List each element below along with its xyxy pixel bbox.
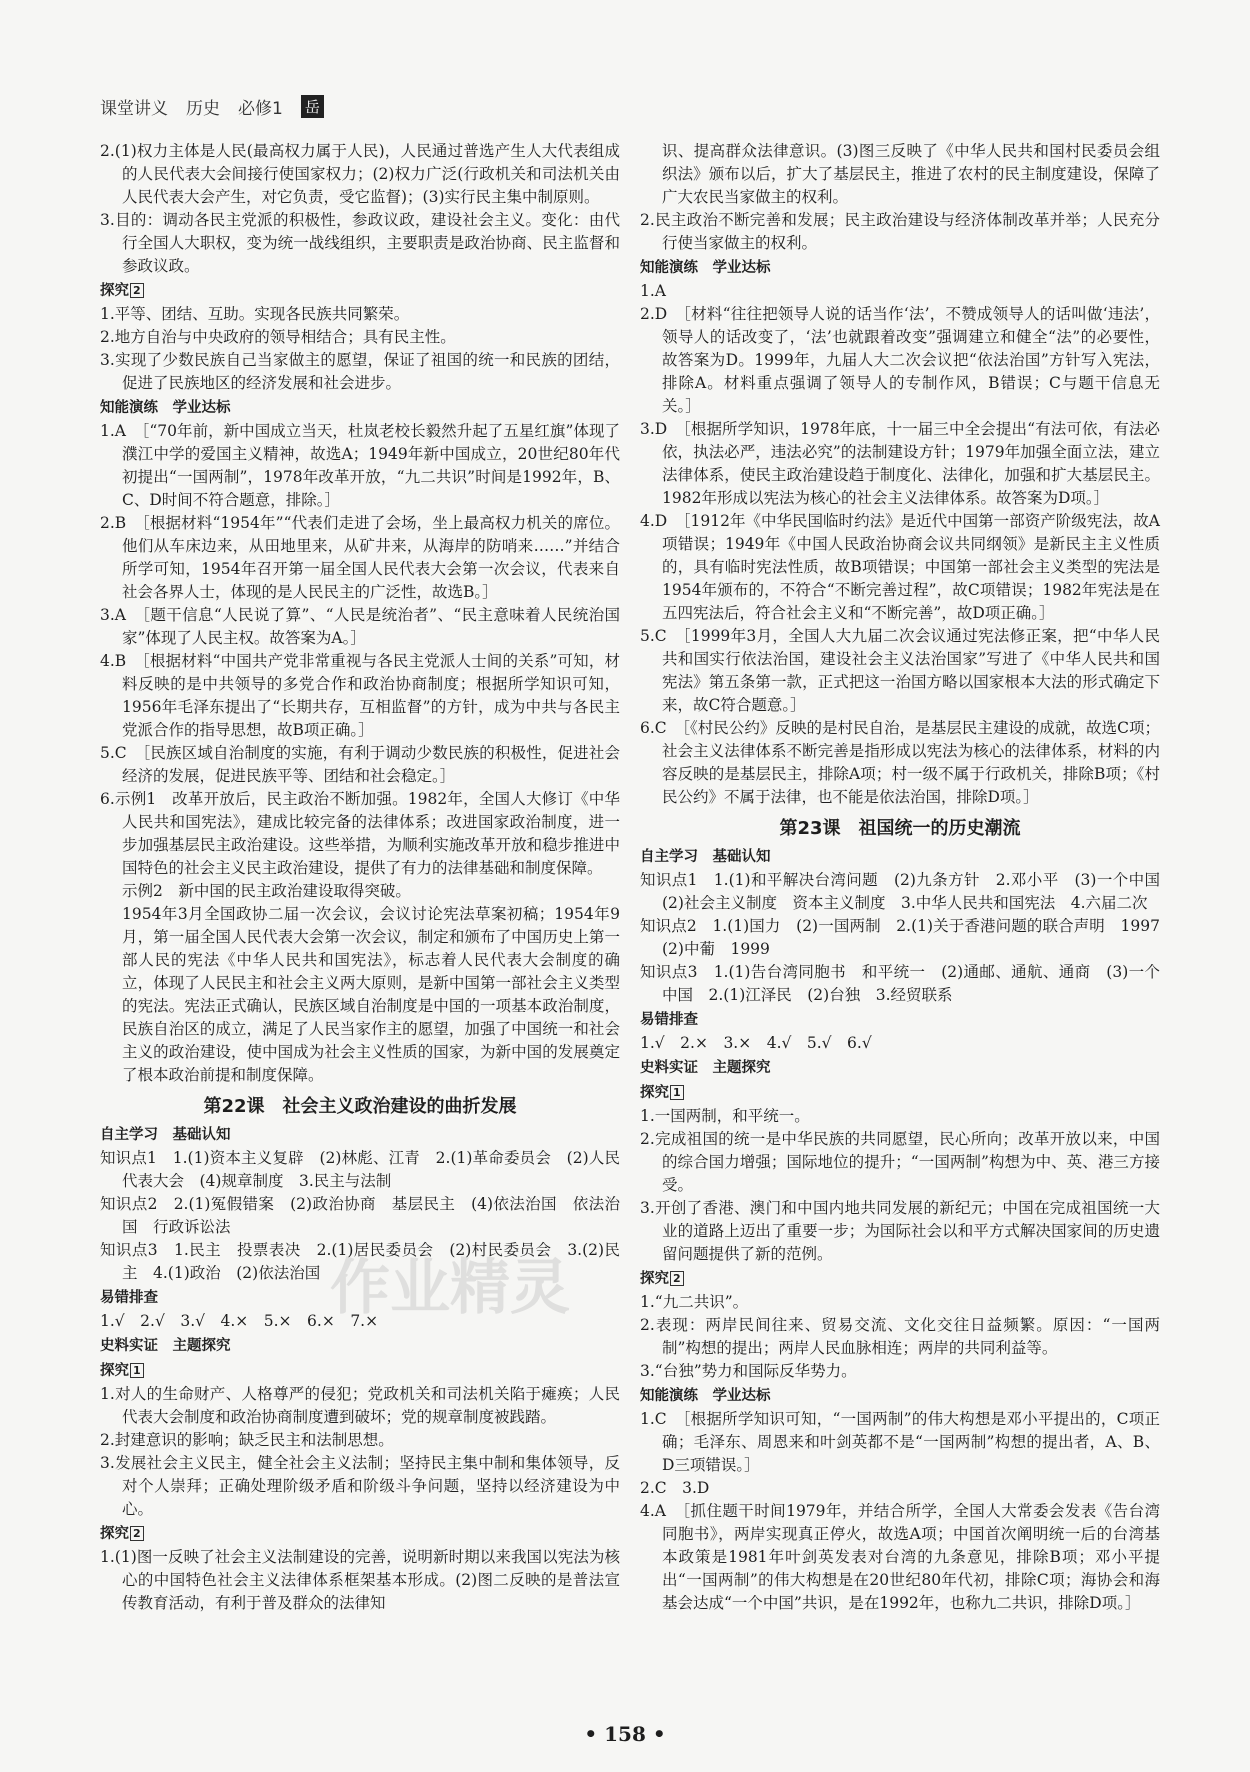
- answer-item: 2.民主政治不断完善和发展；民主政治建设与经济体制改革并举；人民充分行使当家做主的权利。: [640, 211, 1160, 252]
- section-heading-text: 自主学习 基础认知: [100, 1127, 231, 1143]
- answer-item: 知识点3 1.民主 投票表决 2.(1)居民委员会 (2)村民委员会 3.(2)民主 4.(1)政治 (2)依法治国: [100, 1241, 620, 1282]
- watermark: 作业精灵: [330, 1253, 570, 1323]
- answer-item: 1.对人的生命财产、人格尊严的侵犯；党政机关和司法机关陷于瘫痪；人民代表大会制度和政治协商制度遭到破坏；党的规章制度被践踏。: [100, 1385, 620, 1426]
- answer-item: 3.D ［根据所学知识，1978年底，十一届三中全会提出“有法可依，有法必依，执法必严，违法必究”的法制建设方针；1979年加强全面立法，建立法律体系，使民主政治建设趋于制度化、法律化，加强和扩大基层民主。1982年形成以宪法为核心的社会主义法律体系。故答案为D项。］: [640, 420, 1160, 507]
- answer-item: 5.C ［民族区域自治制度的实施，有利于调动少数民族的积极性，促进社会经济的发展，促进民族平等、团结和社会稳定。］: [100, 744, 620, 785]
- section-heading: [640, 257, 1160, 280]
- section-heading-text: 易错排查: [640, 1012, 698, 1028]
- section-number-box: 2: [130, 283, 144, 298]
- answer-paragraph: 识、提高群众法律意识。(3)图三反映了《中华人民共和国村民委员会组织法》颁布以后，扩大了基层民主，推进了农村的民主制度建设，保障了广大农民当家做主的权利。: [662, 142, 1160, 206]
- section-heading: [100, 280, 620, 303]
- section-heading-text: 知能演练 学业达标: [100, 400, 231, 416]
- answer-item: 知识点3 1.(1)告台湾同胞书 和平统一 (2)通邮、通航、通商 (3)一个中国 2.(1)江泽民 (2)台独 3.经贸联系: [640, 963, 1160, 1004]
- section-number-box: 1: [130, 1363, 144, 1378]
- header-badge: 岳: [301, 95, 324, 118]
- section-heading: [100, 1124, 620, 1147]
- section-heading: [640, 1057, 1160, 1080]
- answer-item: 2.(1)权力主体是人民(最高权力属于人民)，人民通过普选产生人大代表组成的人民代表大会间接行使国家权力；(2)权力广泛(行政机关和司法机关由人民代表大会产生，对它负责，受它监督)；(3)实行民主集中制原则。: [100, 142, 620, 206]
- answer-item: 2.封建意识的影响；缺乏民主和法制思想。: [100, 1431, 394, 1449]
- answer-item: 知识点2 1.(1)国力 (2)一国两制 2.(1)关于香港问题的联合声明 1997 (2)中葡 1999: [640, 917, 1176, 958]
- section-heading-text: 史料实证 主题探究: [640, 1060, 771, 1076]
- answer-item: 3.“台独”势力和国际反华势力。: [640, 1362, 857, 1380]
- answer-item: 1.A: [640, 282, 666, 300]
- section-heading-text: 自主学习 基础认知: [640, 849, 771, 865]
- section-heading: [100, 1523, 620, 1546]
- answer-item: 3.开创了香港、澳门和中国内地共同发展的新纪元；中国在完成祖国统一大业的道路上迈出了重要一步；为国际社会以和平方式解决国家间的历史遗留问题提供了新的范例。: [640, 1199, 1160, 1263]
- lesson-title: 第23课 祖国统一的历史潮流: [779, 818, 1021, 839]
- answer-item: 6.示例1 改革开放后，民主政治不断加强。1982年，全国人大修订《中华人民共和国宪法》，建成比较完备的法律体系；改进国家政治制度，进一步加强基层民主政治建设。这些举措，为顺利实施改革开放和稳步推进中国特色的社会主义民主政治建设，提供了有力的法律基础和制度保障。: [100, 790, 620, 877]
- answer-item: 3.实现了少数民族自己当家做主的愿望，保证了祖国的统一和民族的团结，促进了民族地区的经济发展和社会进步。: [100, 351, 620, 392]
- answer-item: 1.C ［根据所学知识可知，“一国两制”的伟大构想是邓小平提出的，C项正确；毛泽东、周恩来和叶剑英都不是“一国两制”构想的提出者，A、B、D三项错误。］: [640, 1410, 1160, 1474]
- answer-item: 1.一国两制，和平统一。: [640, 1107, 810, 1125]
- answer-paragraph: 1954年3月全国政协二届一次会议，会议讨论宪法草案初稿；1954年9月，第一届全国人民代表大会第一次会议，制定和颁布了中国历史上第一部人民的宪法《中华人民共和国宪法》，标志着人民代表大会制度的确立，体现了人民民主和社会主义两大原则，是新中国第一部社会主义类型的宪法。宪法正式确认，民族区域自治制度是中国的一项基本政治制度，民族自治区的成立，满足了人民当家作主的愿望，加强了中国统一和社会主义的政治建设，使中国成为社会主义性质的国家，为新中国的发展奠定了根本政治前提和制度保障。: [122, 905, 620, 1084]
- header-series: 课堂讲义: [100, 99, 168, 119]
- section-heading-text: 知能演练 学业达标: [640, 260, 771, 276]
- right-column: [640, 140, 1176, 1615]
- answer-item: 1.A ［“70年前，新中国成立当天，杜岚老校长毅然升起了五星红旗”体现了濮江中学的爱国主义精神，故选A；1949年新中国成立，20世纪80年代初提出“一国两制”，1978年改革开放，“九二共识”时间是1992年，B、C、D时间不符合题意，排除。］: [100, 422, 620, 509]
- answer-item: 6.C ［《村民公约》反映的是村民自治，是基层民主建设的成就，故选C项；社会主义法律体系不断完善是指形成以宪法为核心的法律体系，材料的内容反映的是基层民主，排除A项；村一级不属于行政机关，排除B项；《村民公约》不属于法律，也不能是依法治国，排除D项。］: [640, 719, 1160, 806]
- section-heading: [640, 1385, 1160, 1408]
- section-heading: [640, 846, 1160, 869]
- answer-item: 1.平等、团结、互助。实现各民族共同繁荣。: [100, 305, 410, 323]
- section-heading-text: 探究: [100, 283, 129, 299]
- section-heading-text: 知能演练 学业达标: [640, 1388, 771, 1404]
- section-heading-text: 探究: [640, 1271, 669, 1287]
- section-heading: [100, 397, 620, 420]
- answer-item: 5.C ［1999年3月，全国人大九届二次会议通过宪法修正案，把“中华人民共和国实行依法治国，建设社会主义法治国家”写进了《中华人民共和国宪法》第五条第一款，正式把这一治国方略以国家根本大法的形式确定下来，故C符合题意。］: [640, 627, 1160, 714]
- answer-item: 知识点1 1.(1)和平解决台湾问题 (2)九条方针 2.邓小平 (3)一个中国 (2)社会主义制度 资本主义制度 3.中华人民共和国宪法 4.六届二次: [640, 871, 1176, 912]
- page-header: [100, 94, 324, 119]
- answer-item: 3.A ［题干信息“人民说了算”、“人民是统治者”、“民主意味着人民统治国家”体现了人民主权。故答案为A。］: [100, 606, 620, 647]
- section-number-box: 2: [130, 1526, 144, 1541]
- left-column: [100, 140, 620, 1615]
- answer-item: 3.目的：调动各民主党派的积极性，参政议政，建设社会主义。变化：由代行全国人大职权，变为统一战线组织，主要职责是政治协商、民主监督和参政议政。: [100, 211, 620, 275]
- answer-item: 1.“九二共识”。: [640, 1293, 749, 1311]
- section-heading-text: 探究: [640, 1085, 669, 1101]
- section-heading: [640, 1268, 1160, 1291]
- section-heading: [640, 1009, 1160, 1032]
- answer-item: 3.发展社会主义民主，健全社会主义法制；坚持民主集中制和集体领导，反对个人崇拜；正确处理阶级矛盾和阶级斗争问题，坚持以经济建设为中心。: [100, 1454, 620, 1518]
- answer-item: 1.√ 2.× 3.× 4.√ 5.√ 6.√: [640, 1034, 872, 1052]
- section-number-box: 1: [670, 1085, 684, 1100]
- answer-item: 2.C 3.D: [640, 1479, 710, 1497]
- answer-item: 4.B ［根据材料“中国共产党非常重视与各民主党派人士间的关系”可知，材料反映的是中共领导的多党合作和政治协商制度；根据所学知识可知，1956年毛泽东提出了“长期共存，互相监督”的方针，成为中共与各民主党派合作的指导思想，故B项正确。］: [100, 652, 620, 739]
- section-heading-text: 易错排查: [100, 1290, 158, 1306]
- header-subject: 历史: [186, 99, 220, 119]
- answer-paragraph: 示例2 新中国的民主政治建设取得突破。: [122, 882, 411, 900]
- section-heading: [100, 1335, 620, 1358]
- header-volume: 必修1: [238, 99, 283, 119]
- answer-item: 4.D ［1912年《中华民国临时约法》是近代中国第一部资产阶级宪法，故A项错误；1949年《中国人民政治协商会议共同纲领》是新民主主义性质的，具有临时宪法性质，故B项错误；中国第一部社会主义类型的宪法是1954年颁布的，不符合“不断完善过程”，故C项错误；1982年宪法是在五四宪法后，符合社会主义和“不断完善”，故D项正确。］: [640, 512, 1160, 622]
- answer-item: 2.D ［材料“往往把领导人说的话当作‘法’，不赞成领导人的话叫做‘违法’，领导人的话改变了，‘法’也就跟着改变”强调建立和健全“法”的必要性，故答案为D。1999年，九届人大二次会议把“依法治国”方针写入宪法，排除A。材料重点强调了领导人的专制作风，B错误；C与题干信息无关。］: [640, 305, 1160, 415]
- section-heading: [100, 1360, 620, 1383]
- answer-item: 4.A ［抓住题干时间1979年，并结合所学，全国人大常委会发表《告台湾同胞书》，两岸实现真正停火，故选A项；中国首次阐明统一后的台湾基本政策是1981年叶剑英发表对台湾的九条意见，排除B项；邓小平提出“一国两制”的伟大构想是在20世纪80年代初，排除C项；海协会和海基会达成“一个中国”共识，是在1992年，也称九二共识，排除D项。］: [640, 1502, 1160, 1612]
- section-heading-text: 探究: [100, 1363, 129, 1379]
- answer-item: 知识点2 2.(1)冤假错案 (2)政治协商 基层民主 (4)依法治国 依法治国 行政诉讼法: [100, 1195, 620, 1236]
- section-heading: [640, 1082, 1160, 1105]
- answer-item: 知识点1 1.(1)资本主义复辟 (2)林彪、江青 2.(1)革命委员会 (2)人民代表大会 (4)规章制度 3.民主与法制: [100, 1149, 620, 1190]
- section-heading-text: 探究: [100, 1526, 129, 1542]
- page-number: • 158 •: [584, 1722, 666, 1746]
- answer-item: 2.地方自治与中央政府的领导相结合；具有民主性。: [100, 328, 456, 346]
- answer-item: 2.完成祖国的统一是中华民族的共同愿望，民心所向；改革开放以来，中国的综合国力增强；国际地位的提升；“一国两制”构想为中、英、港三方接受。: [640, 1130, 1160, 1194]
- section-number-box: 2: [670, 1271, 684, 1286]
- lesson-title: 第22课 社会主义政治建设的曲折发展: [203, 1096, 517, 1117]
- answer-item: 2.表现：两岸民间往来、贸易交流、文化交往日益频繁。原因：“一国两制”构想的提出；两岸人民血脉相连；两岸的共同利益等。: [640, 1316, 1160, 1357]
- answer-item: 1.√ 2.√ 3.√ 4.× 5.× 6.× 7.×: [100, 1312, 379, 1330]
- answer-item: 2.B ［根据材料“1954年”“代表们走进了会场，坐上最高权力机关的席位。他们从车床边来，从田地里来，从矿井来，从海岸的防哨来……”并结合所学可知，1954年召开第一届全国人民代表大会第一次会议，代表来自社会各界人士，体现的是人民民主的广泛性，故选B。］: [100, 514, 620, 601]
- answer-item: 1.(1)图一反映了社会主义法制建设的完善，说明新时期以来我国以宪法为核心的中国特色社会主义法律体系框架基本形成。(2)图二反映的是普法宣传教育活动，有利于普及群众的法律知: [100, 1548, 620, 1612]
- section-heading-text: 史料实证 主题探究: [100, 1338, 231, 1354]
